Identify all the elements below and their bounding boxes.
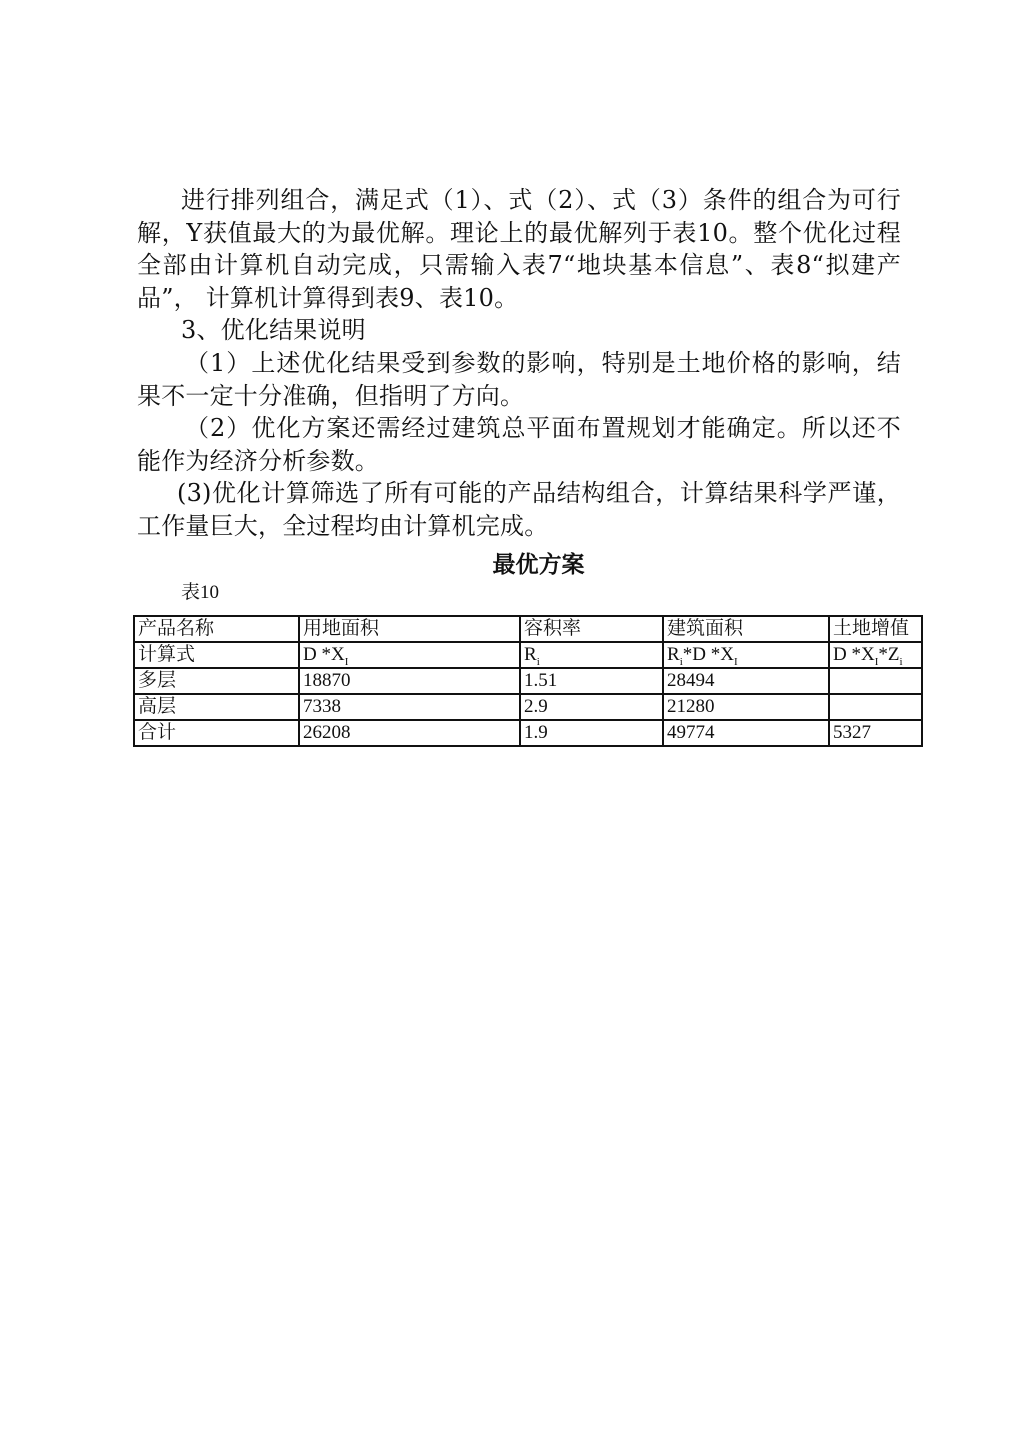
table-row bbox=[134, 720, 922, 746]
formula-subscript: I bbox=[733, 655, 738, 668]
optimal-plan-table bbox=[133, 615, 923, 747]
paragraph-note-2: （2）优化方案还需经过建筑总平面布置规划才能确定。所以还不能作为经济分析参数。 bbox=[137, 414, 901, 475]
table-title: 最优方案 bbox=[492, 552, 585, 578]
body-text bbox=[137, 184, 901, 543]
formula-subscript: i bbox=[536, 655, 540, 668]
paragraph-note-3: (3)优化计算筛选了所有可能的产品结构组合，计算结果科学严谨，工作量巨大，全过程均由计算机完成。 bbox=[137, 479, 901, 540]
table-cell: 高层 bbox=[134, 694, 299, 720]
table-caption: 表10 bbox=[181, 582, 220, 603]
table-cell: 1.51 bbox=[520, 668, 663, 694]
table-cell bbox=[829, 668, 922, 694]
table-cell bbox=[829, 694, 922, 720]
formula-text: R bbox=[524, 644, 537, 665]
table-header-row bbox=[134, 616, 922, 642]
formula-subscript: I bbox=[344, 655, 349, 668]
header-cell: 容积率 bbox=[520, 616, 663, 642]
formula-cell bbox=[663, 642, 829, 668]
table-cell: 49774 bbox=[663, 720, 829, 746]
header-cell: 用地面积 bbox=[299, 616, 520, 642]
paragraph-note-1: （1）上述优化结果受到参数的影响，特别是土地价格的影响，结果不一定十分准确，但指明了方向。 bbox=[137, 348, 901, 410]
table-formula-row bbox=[134, 642, 922, 668]
formula-subscript: i bbox=[679, 655, 683, 668]
formula-label-cell: 计算式 bbox=[134, 642, 299, 668]
formula-subscript: I bbox=[874, 655, 879, 668]
header-cell: 建筑面积 bbox=[663, 616, 829, 642]
formula-cell bbox=[520, 642, 663, 668]
table-cell: 21280 bbox=[663, 694, 829, 720]
formula-subscript: i bbox=[899, 655, 903, 668]
table-cell: 多层 bbox=[134, 668, 299, 694]
section-heading-results: 3、优化结果说明 bbox=[181, 316, 366, 345]
formula-text: D *X bbox=[303, 644, 345, 665]
formula-text: R bbox=[667, 644, 680, 665]
table-cell: 合计 bbox=[134, 720, 299, 746]
table-row bbox=[134, 668, 922, 694]
formula-text: *Z bbox=[878, 644, 900, 665]
header-cell: 土地增值 bbox=[829, 616, 922, 642]
formula-text: *D *X bbox=[682, 644, 734, 665]
table-row bbox=[134, 694, 922, 720]
table-cell: 18870 bbox=[299, 668, 520, 694]
formula-cell bbox=[829, 642, 922, 668]
table-cell: 26208 bbox=[299, 720, 520, 746]
paragraph-combination: 进行排列组合，满足式（1）、式（2）、式（3）条件的组合为可行解，Y获值最大的为最优解。理论上的最优解列于表10。整个优化过程全部由计算机自动完成，只需输入表7“地块基本信息”、表8“拟建产品”， 计算机计算得到表9、表10。 bbox=[137, 186, 901, 312]
header-cell: 产品名称 bbox=[134, 616, 299, 642]
table-cell: 1.9 bbox=[520, 720, 663, 746]
formula-cell bbox=[299, 642, 520, 668]
table-cell: 28494 bbox=[663, 668, 829, 694]
table-cell: 7338 bbox=[299, 694, 520, 720]
formula-text: D *X bbox=[833, 644, 875, 665]
table-cell: 2.9 bbox=[520, 694, 663, 720]
table-cell: 5327 bbox=[829, 720, 922, 746]
